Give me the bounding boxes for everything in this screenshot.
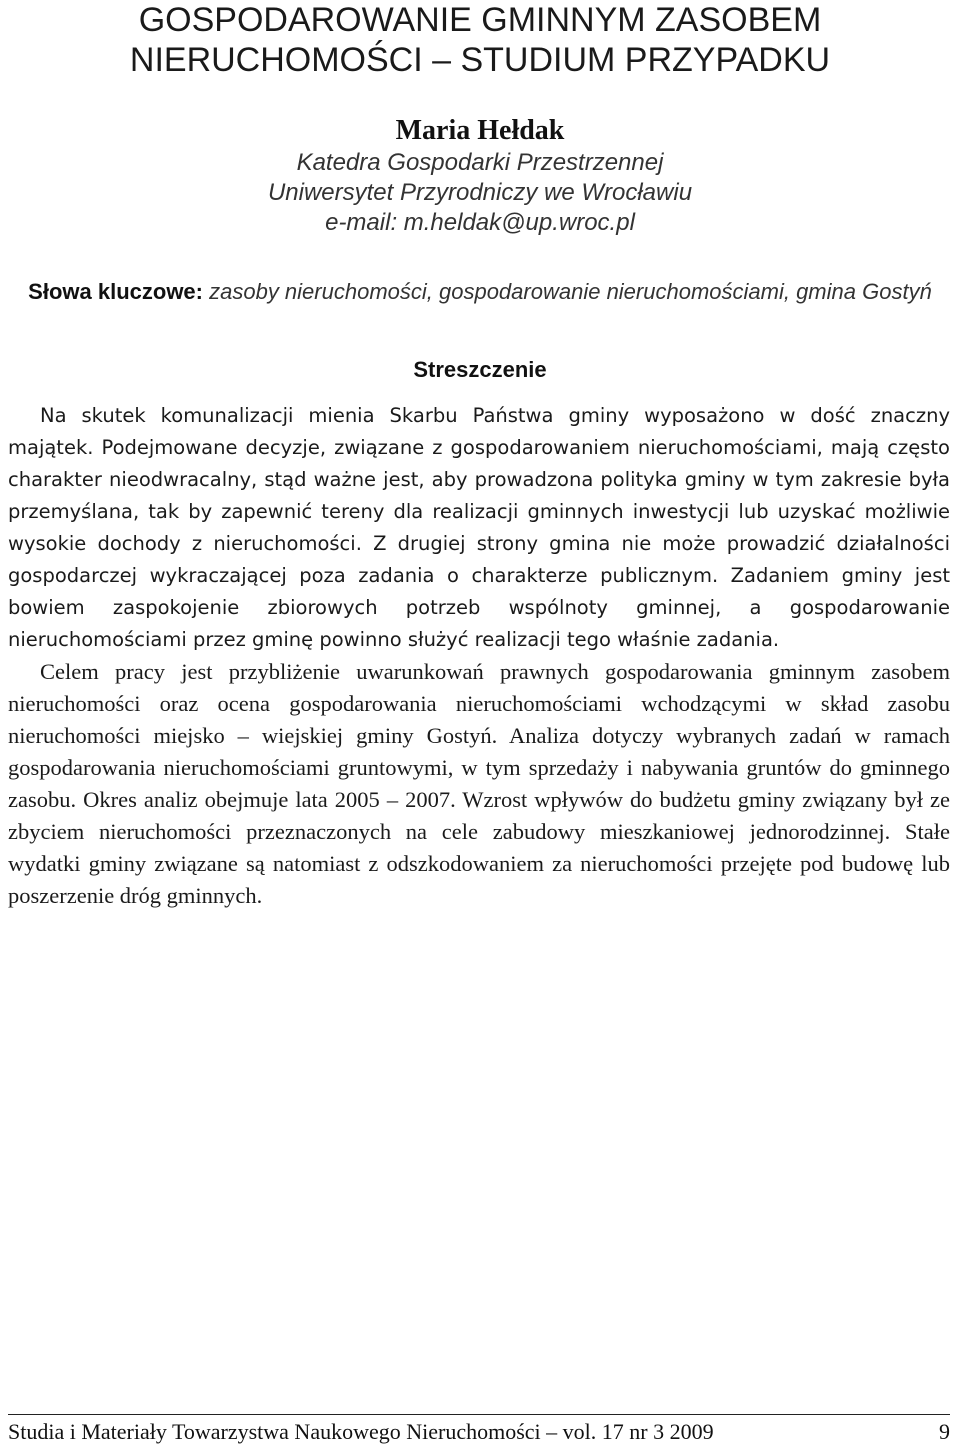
paper-title	[0, 0, 960, 80]
abstract-paragraph-1: Na skutek komunalizacji mienia Skarbu Państwa gminy wyposażono w dość znaczny majątek. Podejmowane decyzje, związane z gospodarowaniem nieruchomościami, mają często charakter nieodwracalny, stąd ważne jest, aby prowadzona polityka gminy w tym zakresie była przemyślana, tak by zapewnić tereny dla realizacji gminnych inwestycji lub uzyskać możliwie wysokie dochody z nieruchomości. Z drugiej strony gmina nie może prowadzić działalności gospodarczej wykraczającej poza zadania o charakterze publicznym. Zadaniem gminy jest bowiem zaspokojenie zbiorowych potrzeb wspólnoty gminnej, a gospodarowanie nieruchomościami przez gminę powinno służyć realizacji tego właśnie zadania.	[8, 404, 950, 651]
keywords-list: zasoby nieruchomości, gospodarowanie nieruchomościami, gmina Gostyń	[203, 279, 932, 304]
author-university: Uniwersytet Przyrodniczy we Wrocławiu	[267, 179, 693, 206]
author-block	[0, 114, 960, 238]
abstract-heading: Streszczenie	[413, 357, 547, 382]
title-line-1: GOSPODAROWANIE GMINNYM ZASOBEM	[138, 1, 822, 39]
abstract-paragraph-2: Celem pracy jest przybliżenie uwarunkowań prawnych gospodarowania gminnym zasobem nieruchomości oraz ocena gospodarowania nieruchomościami wchodzącymi w skład zasobu nieruchomości miejsko – wiejskiej gminy Gostyń. Analiza dotyczy wybranych zadań w ramach gospodarowania nieruchomościami gruntowymi, w tym sprzedaży i nabywania gruntów do gminnego zasobu. Okres analiz obejmuje lata 2005 – 2007. Wzrost wpływów do budżetu gminy związany był ze zbyciem nieruchomości przeznaczonych na cele zabudowy mieszkaniowej jednorodzinnej. Stałe wydatki gminy związane są natomiast z odszkodowaniem za nieruchomości przejęte pod budowę lub poszerzenie dróg gminnych.	[8, 659, 950, 908]
author-name: Maria Hełdak	[395, 115, 565, 146]
page-footer	[8, 1414, 950, 1447]
title-line-2: NIERUCHOMOŚCI – STUDIUM PRZYPADKU	[129, 41, 831, 79]
keywords	[10, 276, 950, 308]
page-number: 9	[939, 1419, 950, 1444]
footer-journal: Studia i Materiały Towarzystwa Naukowego Nieruchomości – vol. 17 nr 3 2009	[8, 1419, 714, 1444]
author-department: Katedra Gospodarki Przestrzennej	[296, 149, 664, 176]
keywords-label: Słowa kluczowe:	[28, 279, 203, 304]
abstract-body	[8, 400, 950, 912]
author-email: e-mail: m.heldak@up.wroc.pl	[325, 209, 635, 236]
